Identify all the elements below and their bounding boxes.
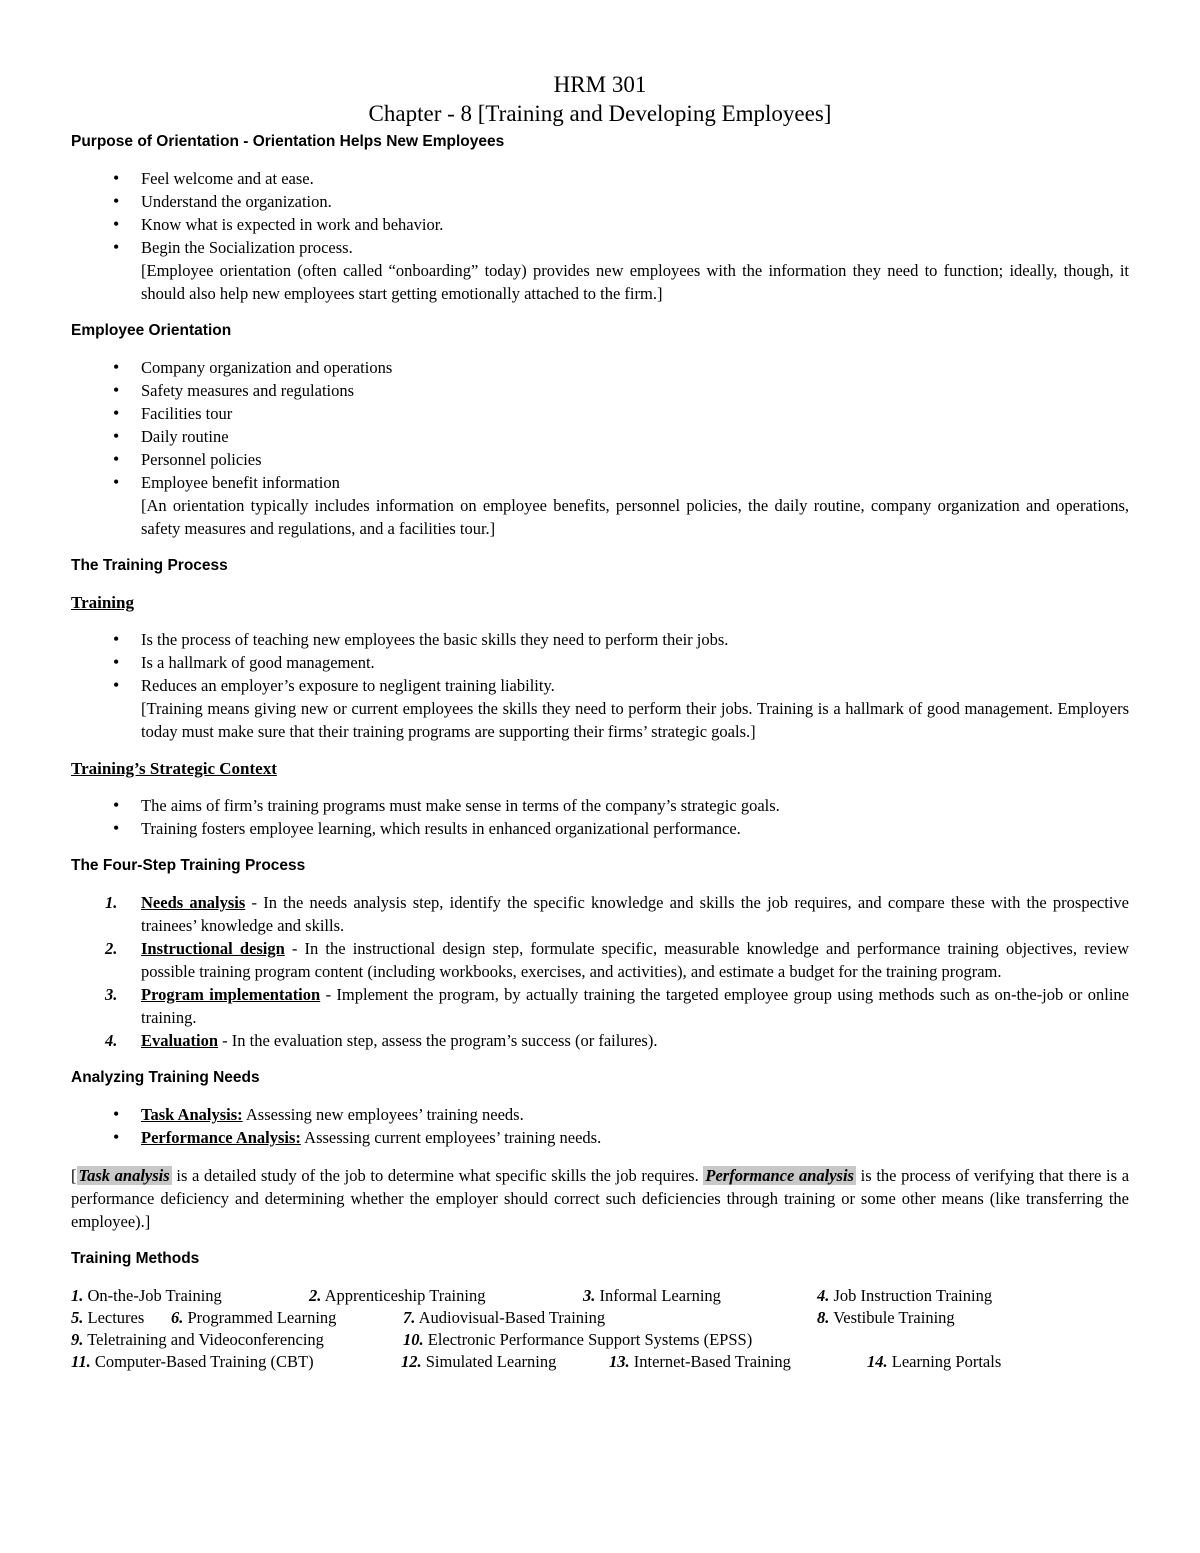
- list-item: [71, 236, 1129, 305]
- chapter-title: Chapter - 8 [Training and Developing Employees]: [368, 101, 832, 126]
- step-term: Needs analysis: [141, 893, 246, 912]
- task-analysis-highlight: Task analysis: [78, 1166, 170, 1185]
- method-number: 12.: [401, 1352, 422, 1371]
- method-item: [71, 1284, 309, 1306]
- list-item: [71, 1126, 1129, 1149]
- four-step-heading: The Four-Step Training Process: [71, 857, 306, 874]
- method-item: [403, 1328, 752, 1350]
- purpose-list: [71, 167, 1129, 305]
- purpose-note: [Employee orientation (often called “onboarding” today) provides new employees with the information they need to function; ideally, though, it should also help new employees start getting emotionally attached to the firm.]: [141, 261, 1129, 303]
- para-mid: is a detailed study of the job to determine what specific skills the job requires.: [171, 1166, 704, 1185]
- method-number: 14.: [867, 1352, 888, 1371]
- step-number: 3.: [105, 985, 118, 1004]
- step-item: [71, 1029, 1129, 1052]
- method-number: 1.: [71, 1286, 84, 1305]
- employee-orientation-heading: Employee Orientation: [71, 322, 232, 339]
- analysis-term: Task Analysis:: [141, 1105, 243, 1124]
- step-text: - In the evaluation step, assess the program’s success (or failures).: [218, 1031, 658, 1050]
- method-item: [817, 1284, 992, 1306]
- training-process-heading: The Training Process: [71, 557, 228, 574]
- step-number: 2.: [105, 939, 118, 958]
- step-item: [71, 937, 1129, 983]
- method-label: Vestibule Training: [829, 1308, 955, 1327]
- orientation-note: [An orientation typically includes information on employee benefits, personnel policies, the daily routine, company organization and operations, safety measures and regulations, and a facilities tour.]: [141, 496, 1129, 538]
- list-item: [71, 674, 1129, 743]
- list-item: • Personnel policies: [71, 448, 1129, 471]
- analysis-term: Performance Analysis:: [141, 1128, 301, 1147]
- list-item-text: Employee benefit information: [141, 473, 340, 492]
- method-number: 11.: [71, 1352, 91, 1371]
- method-item: [71, 1328, 403, 1350]
- method-item: [401, 1350, 609, 1372]
- method-number: 13.: [609, 1352, 630, 1371]
- list-item: [71, 471, 1129, 540]
- list-item-text: Reduces an employer’s exposure to negligent training liability.: [141, 676, 555, 695]
- analysis-text: Assessing new employees’ training needs.: [242, 1105, 524, 1124]
- step-text: - In the instructional design step, formulate specific, measurable knowledge and performance training objectives, review possible training program content (including workbooks, exercises, and activities), and estimate a budget for the training program.: [141, 939, 1129, 981]
- list-item: [71, 1103, 1129, 1126]
- method-label: Learning Portals: [887, 1352, 1002, 1371]
- method-label: On-the-Job Training: [83, 1286, 222, 1305]
- document-page: [71, 70, 1129, 1372]
- four-step-list: [71, 891, 1129, 1052]
- list-item: • Facilities tour: [71, 402, 1129, 425]
- performance-analysis-highlight: Performance analysis: [705, 1166, 854, 1185]
- list-item: • Know what is expected in work and behavior.: [71, 213, 1129, 236]
- training-subheading: Training: [71, 593, 134, 612]
- method-number: 5.: [71, 1308, 84, 1327]
- methods-heading: Training Methods: [71, 1250, 200, 1267]
- method-label: Apprenticeship Training: [321, 1286, 486, 1305]
- method-label: Teletraining and Videoconferencing: [83, 1330, 324, 1349]
- analyzing-heading: Analyzing Training Needs: [71, 1069, 260, 1086]
- method-item: [403, 1306, 817, 1328]
- step-item: [71, 891, 1129, 937]
- methods-grid: [71, 1284, 1129, 1372]
- step-number: 1.: [105, 893, 118, 912]
- method-label: Informal Learning: [595, 1286, 721, 1305]
- methods-row: [71, 1284, 1129, 1306]
- method-item: [171, 1306, 403, 1328]
- method-label: Job Instruction Training: [829, 1286, 993, 1305]
- method-item: [583, 1284, 817, 1306]
- method-item: [71, 1306, 171, 1328]
- method-label: Simulated Learning: [421, 1352, 557, 1371]
- step-term: Evaluation: [141, 1031, 219, 1050]
- method-item: [71, 1350, 401, 1372]
- method-item: [817, 1306, 955, 1328]
- method-item: [309, 1284, 583, 1306]
- list-item-text: Begin the Socialization process.: [141, 238, 353, 257]
- para-open: [: [71, 1166, 77, 1185]
- method-item: [609, 1350, 867, 1372]
- list-item: • The aims of firm’s training programs must make sense in terms of the company’s strategic goals.: [71, 794, 1129, 817]
- analysis-text: Assessing current employees’ training needs.: [300, 1128, 602, 1147]
- step-number: 4.: [105, 1031, 118, 1050]
- method-label: Programmed Learning: [183, 1308, 337, 1327]
- training-list: [71, 628, 1129, 743]
- step-text: - Implement the program, by actually training the targeted employee group using methods such as on-the-job or online training.: [141, 985, 1129, 1027]
- step-item: [71, 983, 1129, 1029]
- list-item: • Understand the organization.: [71, 190, 1129, 213]
- method-label: Audiovisual-Based Training: [415, 1308, 606, 1327]
- step-text: - In the needs analysis step, identify the specific knowledge and skills the job requires, and compare these with the prospective trainees’ knowledge and skills.: [141, 893, 1129, 935]
- method-number: 2.: [309, 1286, 322, 1305]
- method-number: 3.: [583, 1286, 596, 1305]
- purpose-heading: Purpose of Orientation - Orientation Helps New Employees: [71, 133, 505, 150]
- method-label: Lectures: [83, 1308, 145, 1327]
- method-item: [867, 1350, 1001, 1372]
- employee-orientation-list: [71, 356, 1129, 540]
- list-item: • Feel welcome and at ease.: [71, 167, 1129, 190]
- method-label: Computer-Based Training (CBT): [90, 1352, 314, 1371]
- strategic-context-subheading: Training’s Strategic Context: [71, 759, 277, 778]
- para-rest: is the process of verifying that there is a performance deficiency and determining whether the employer should correct such deficiencies through training or some other means (like transferring the employee).]: [71, 1166, 1130, 1231]
- step-term: Instructional design: [141, 939, 285, 958]
- list-item: • Daily routine: [71, 425, 1129, 448]
- methods-row: [71, 1306, 1129, 1328]
- list-item: • Is the process of teaching new employees the basic skills they need to perform their jobs.: [71, 628, 1129, 651]
- list-item: • Is a hallmark of good management.: [71, 651, 1129, 674]
- list-item: • Training fosters employee learning, which results in enhanced organizational performance.: [71, 817, 1129, 840]
- method-number: 4.: [817, 1286, 830, 1305]
- analyzing-list: [71, 1103, 1129, 1149]
- list-item: • Safety measures and regulations: [71, 379, 1129, 402]
- method-number: 9.: [71, 1330, 84, 1349]
- method-number: 6.: [171, 1308, 184, 1327]
- course-title: HRM 301: [553, 72, 647, 97]
- methods-row: [71, 1328, 1129, 1350]
- analysis-paragraph: [71, 1164, 1129, 1233]
- method-number: 7.: [403, 1308, 416, 1327]
- method-number: 8.: [817, 1308, 830, 1327]
- training-note: [Training means giving new or current employees the skills they need to perform their jobs. Training is a hallmark of good management. Employers today must make sure that their training programs are supporting their firms’ strategic goals.]: [141, 699, 1129, 741]
- list-item: • Company organization and operations: [71, 356, 1129, 379]
- method-number: 10.: [403, 1330, 424, 1349]
- methods-row: [71, 1350, 1129, 1372]
- method-label: Electronic Performance Support Systems (EPSS): [423, 1330, 753, 1349]
- method-label: Internet-Based Training: [629, 1352, 791, 1371]
- step-term: Program implementation: [141, 985, 321, 1004]
- strategic-list: [71, 794, 1129, 840]
